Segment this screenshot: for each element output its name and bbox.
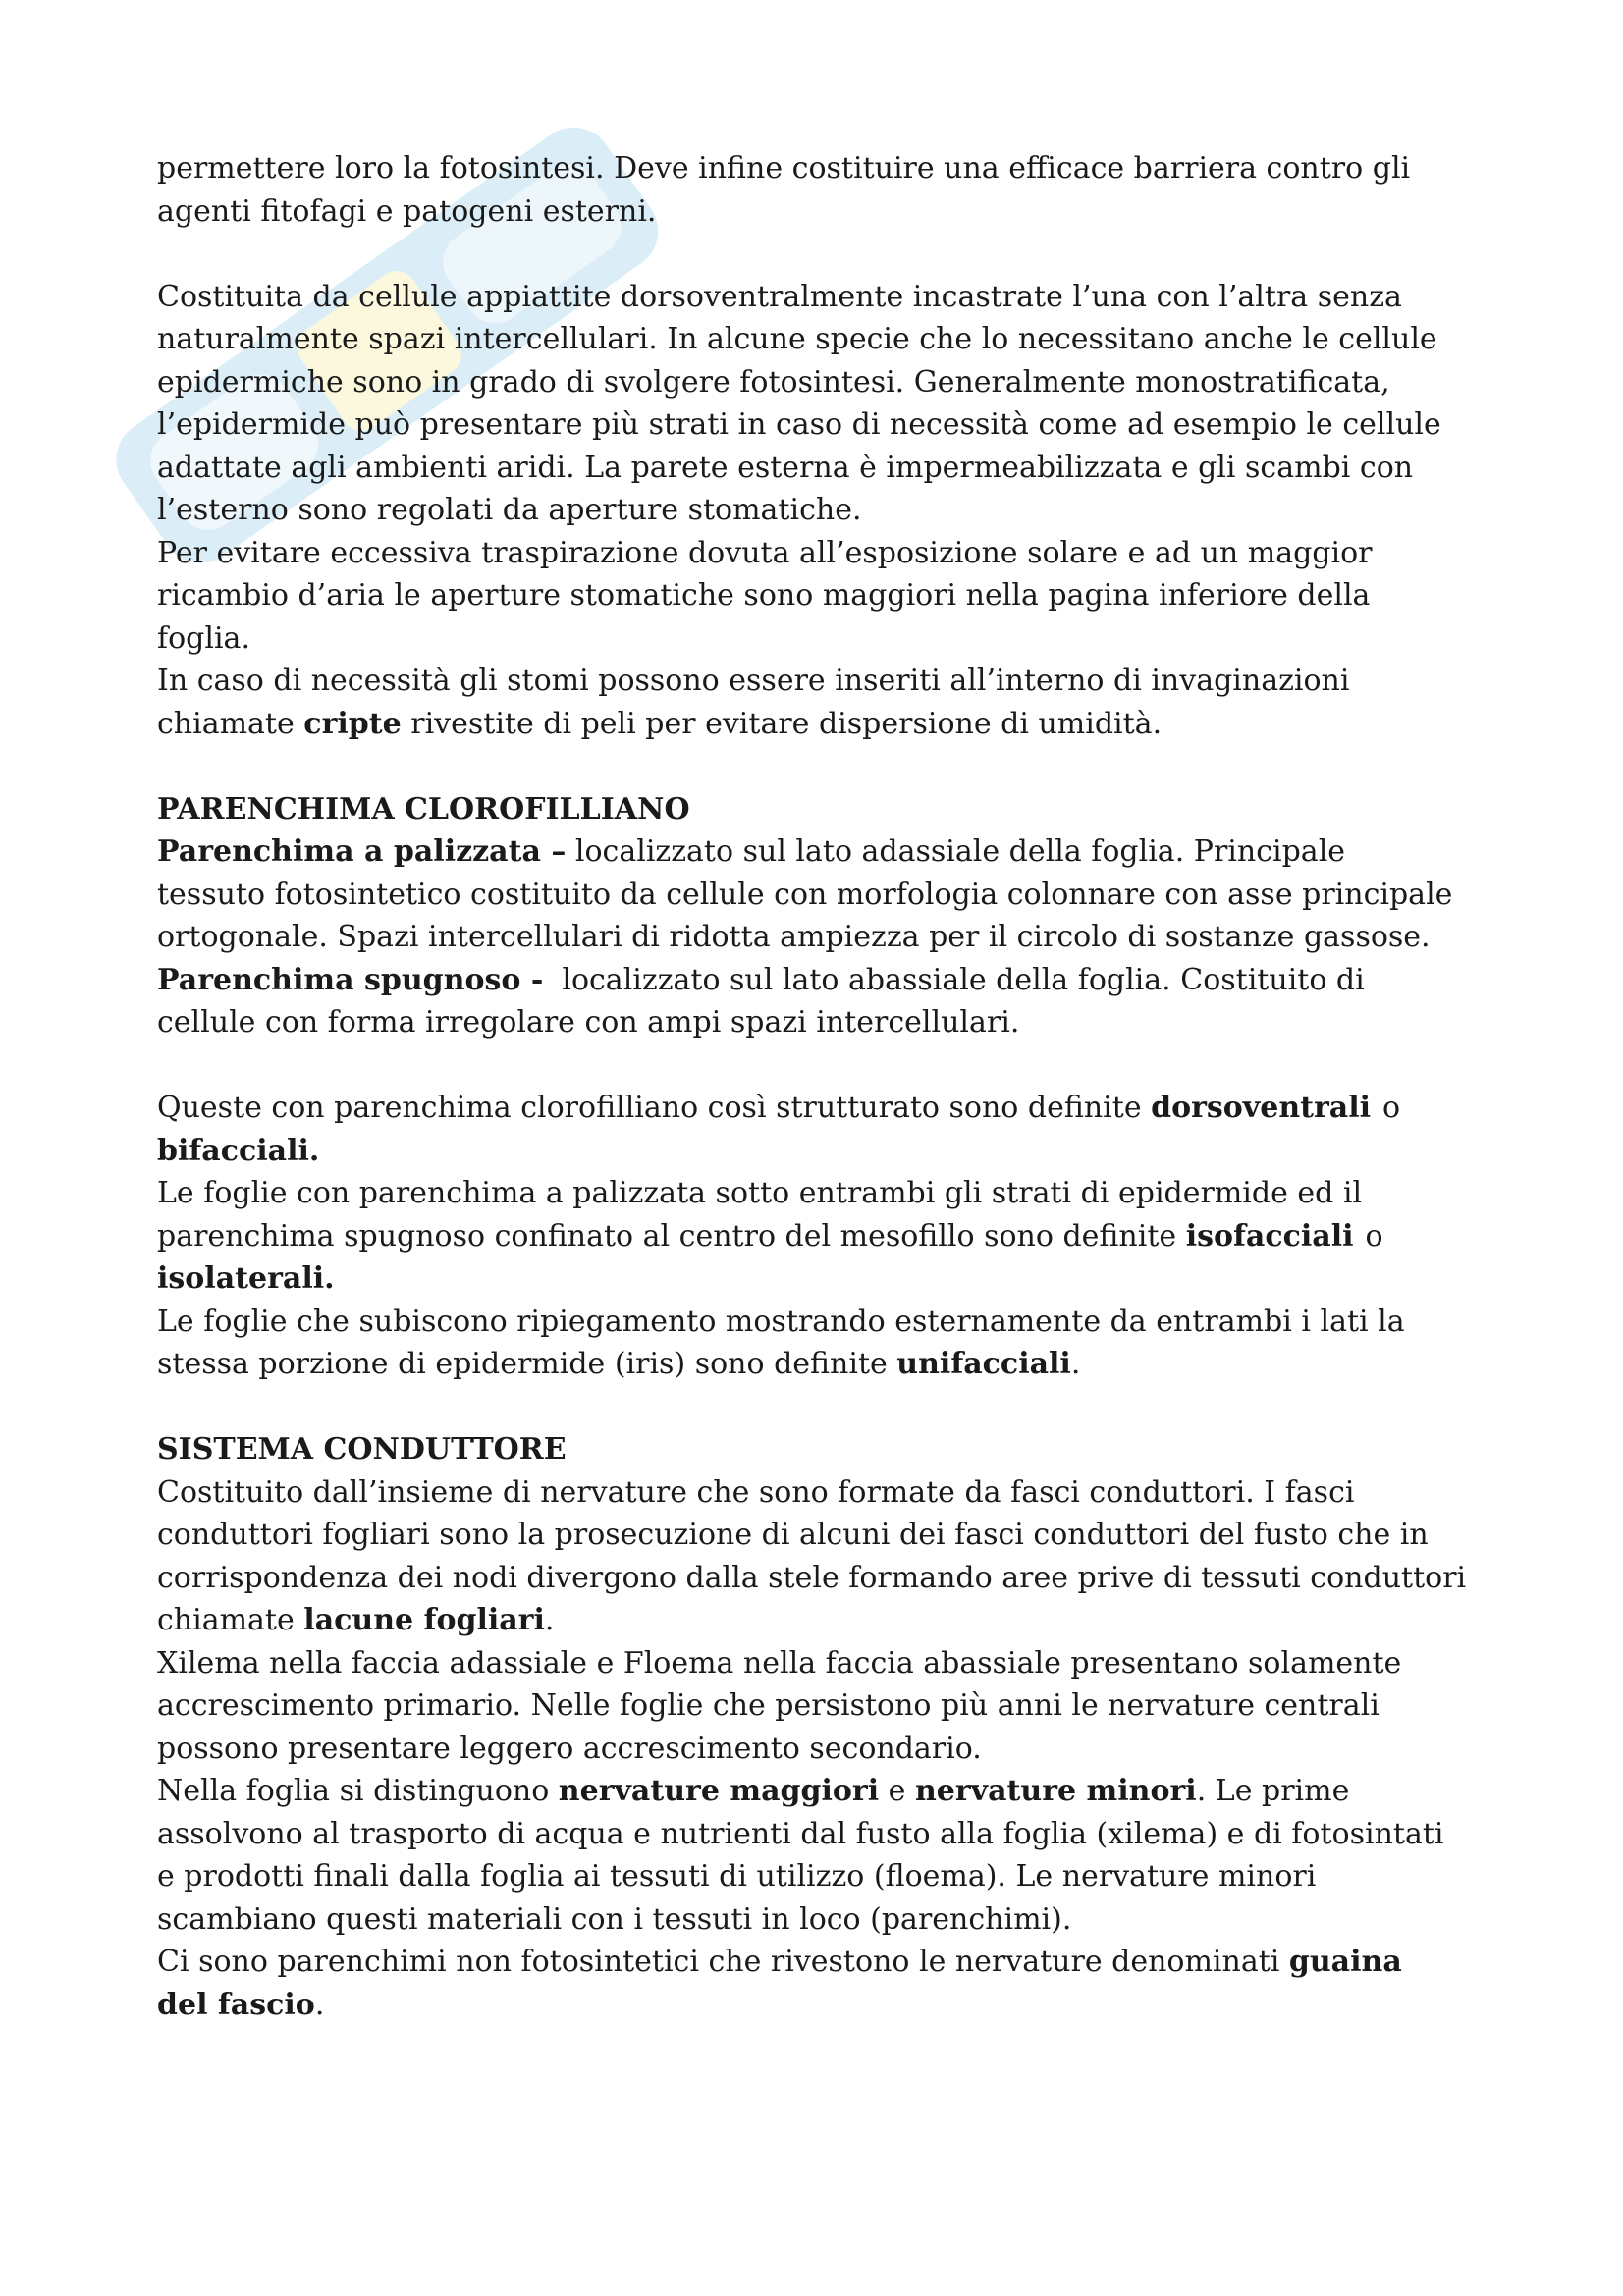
epidermide-line: foglia. (157, 620, 250, 656)
term-guaina: guaina (1288, 1945, 1402, 1979)
parenchima-line: Le foglie che subiscono ripiegamento mostrando esternamente da entrambi i lati la (157, 1304, 1405, 1339)
epidermide-line: l’epidermide può presentare più strati in caso di necessità come ad esempio le cellule (157, 407, 1441, 442)
conduttore-line: Ci sono parenchimi non fotosintetici che rivestono le nervature denominati guaina (157, 1945, 1402, 1979)
conduttore-line: scambiano questi materiali con i tessuti in loco (parenchimi). (157, 1901, 1072, 1937)
epidermide-line: naturalmente spazi intercellulari. In alcune specie che lo necessitano anche le cellule (157, 322, 1437, 356)
conduttore-line: Xilema nella faccia adassiale e Floema nella faccia abassiale presentano solamente (157, 1645, 1402, 1681)
term-unifacciali: unifacciali (896, 1347, 1071, 1381)
term-isofacciali: isofacciali (1185, 1218, 1354, 1254)
section-heading: SISTEMA CONDUTTORE (157, 1432, 567, 1467)
term-nervature-minori: nervature minori (914, 1774, 1197, 1808)
term-dorsoventrali: dorsoventrali (1151, 1091, 1372, 1125)
parenchima-line: cellule con forma irregolare con ampi spazi intercellulari. (157, 1005, 1020, 1040)
parenchima-line: Queste con parenchima clorofilliano così strutturato sono definite dorsoventrali o (157, 1091, 1401, 1125)
term-spugnoso: Parenchima spugnoso - (157, 962, 544, 997)
epidermide-line: chiamate cripte rivestite di peli per evitare dispersione di umidità. (157, 706, 1163, 741)
term-isolaterali: isolaterali. (157, 1261, 335, 1296)
parenchima-line: Le foglie con parenchima a palizzata sotto entrambi gli strati di epidermide ed il (157, 1176, 1363, 1210)
intro-line: permettere loro la fotosintesi. Deve infine costituire una efficace barriera contro gli (157, 151, 1411, 186)
term-palizzata: Parenchima a palizzata – (157, 834, 567, 869)
parenchima-line (157, 1130, 1492, 1173)
conduttore-line: corrispondenza dei nodi divergono dalla stele formando aree prive di tessuti conduttori (157, 1560, 1467, 1595)
epidermide-line: Costituita da cellule appiattite dorsoventralmente incastrate l’una con l’altra senza (157, 279, 1402, 314)
conduttore-line: Nella foglia si distinguono nervature maggiori e nervature minori. Le prime (157, 1774, 1350, 1808)
conduttore-line: conduttori fogliari sono la prosecuzione di alcuni dei fasci conduttori del fusto che in (157, 1518, 1429, 1552)
conduttore-line: Costituito dall’insieme di nervature che sono formate da fasci conduttori. I fasci (157, 1474, 1355, 1510)
term-cripte: cripte (303, 706, 402, 741)
term-bifacciali: bifacciali. (157, 1133, 320, 1168)
section-heading: PARENCHIMA CLOROFILLIANO (157, 791, 690, 827)
conduttore-line: possono presentare leggero accrescimento secondario. (157, 1731, 982, 1766)
parenchima-line (157, 1257, 1492, 1301)
term-nervature-maggiori: nervature maggiori (558, 1774, 880, 1808)
parenchima-line: Parenchima a palizzata – localizzato sul lato adassiale della foglia. Principale (157, 834, 1346, 869)
parenchima-line: tessuto fotosintetico costituito da cellule con morfologia colonnare con asse principale (157, 877, 1453, 912)
conduttore-line: del fascio. (157, 1987, 325, 2022)
term-del-fascio: del fascio (157, 1987, 315, 2022)
document-page (157, 147, 1492, 2026)
parenchima-line: stessa porzione di epidermide (iris) sono definite unifacciali. (157, 1347, 1081, 1381)
term-lacune-fogliari: lacune fogliari (303, 1603, 545, 1637)
parenchima-line: parenchima spugnoso confinato al centro del mesofillo sono definite isofacciali o (157, 1218, 1383, 1254)
conduttore-line: chiamate lacune fogliari. (157, 1603, 555, 1637)
intro-line: agenti fitofagi e patogeni esterni. (157, 193, 657, 229)
epidermide-line: In caso di necessità gli stomi possono essere inseriti all’interno di invaginazioni (157, 664, 1350, 698)
epidermide-line: Per evitare eccessiva traspirazione dovuta all’esposizione solare e ad un maggior (157, 535, 1373, 570)
parenchima-line: Parenchima spugnoso - localizzato sul lato abassiale della foglia. Costituito di (157, 962, 1365, 997)
parenchima-line: ortogonale. Spazi intercellulari di ridotta ampiezza per il circolo di sostanze gassose. (157, 920, 1431, 954)
epidermide-line: ricambio d’aria le aperture stomatiche sono maggiori nella pagina inferiore della (157, 578, 1371, 613)
epidermide-line: adattate agli ambienti aridi. La parete esterna è impermeabilizzata e gli scambi con (157, 450, 1414, 485)
epidermide-line: epidermiche sono in grado di svolgere fotosintesi. Generalmente monostratificata, (157, 364, 1390, 400)
conduttore-line: e prodotti finali dalla foglia ai tessuti di utilizzo (floema). Le nervature minori (157, 1859, 1317, 1894)
conduttore-line: assolvono al trasporto di acqua e nutrienti dal fusto alla foglia (xilema) e di fotosintati (157, 1816, 1444, 1851)
epidermide-line: l’esterno sono regolati da aperture stomatiche. (157, 493, 862, 527)
conduttore-line: accrescimento primario. Nelle foglie che persistono più anni le nervature centrali (157, 1688, 1380, 1723)
